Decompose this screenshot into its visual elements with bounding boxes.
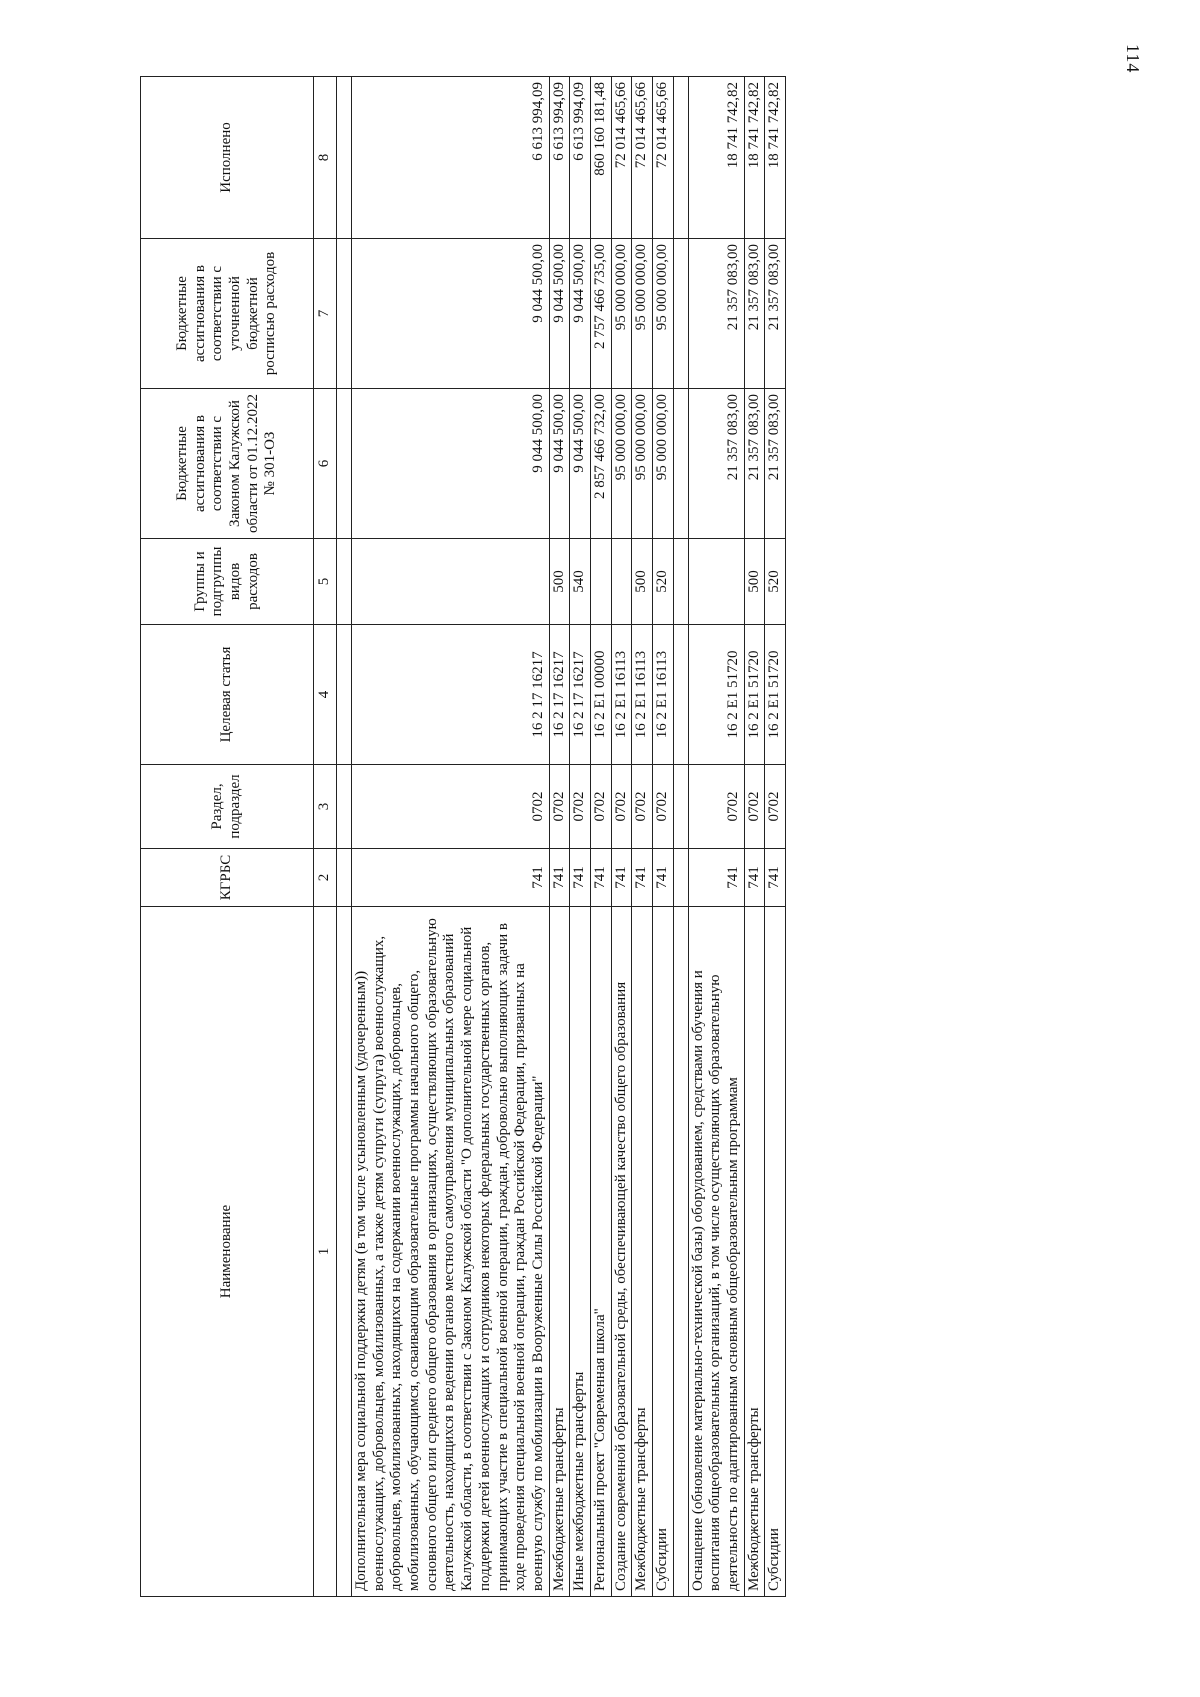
column-number: 1 — [314, 907, 337, 1597]
row-refined-allocation-cell: 21 357 083,00 — [744, 239, 765, 389]
header-section: Раздел, подраздел — [141, 765, 314, 849]
row-refined-allocation-cell: 95 000 000,00 — [632, 239, 653, 389]
row-executed-cell: 860 160 181,48 — [590, 77, 611, 239]
row-target-article-cell: 16 2 E1 51720 — [744, 625, 765, 765]
row-section-cell: 0702 — [744, 765, 765, 849]
row-executed-cell: 18 741 742,82 — [744, 77, 765, 239]
row-name-cell: Дополнительная мера социальной поддержки детям (в том числе усыновленным (удочеренным)) военнослужащих, добровольцев, мобилизованных, а также детям супруги (супруга) военнослужащих, добровольцев, мобилизованных, находящихся на содержании военнослужащих, добровольцев, мобилизованных, обучающимся, осваивающим образовательные программы начального общего, основного общего или среднего общего образования в организациях, осуществляющих образовательную деятельность, находящихся в ведении органов местного самоуправления муниципальных образований Калужской области, в соответствии с Законом Калужской области "О дополнительной мере социальной поддержки детей военнослужащих и сотрудников некоторых федеральных государственных органов, принимающих участие в специальной военной операции, граждан, добровольно выполняющих задачи в ходе проведения специальной военной операции, граждан Российской Федерации, призванных на военную службу по мобилизации в Вооруженные Силы Российской Федерации" — [352, 907, 550, 1597]
row-section-cell: 0702 — [590, 765, 611, 849]
header-name: Наименование — [141, 907, 314, 1597]
empty-cell — [337, 539, 352, 625]
column-number: 4 — [314, 625, 337, 765]
row-kgrbs-cell: 741 — [611, 849, 632, 907]
empty-cell — [673, 77, 688, 239]
row-expense-group-cell: 500 — [744, 539, 765, 625]
spacer-row — [673, 77, 688, 1597]
column-number: 3 — [314, 765, 337, 849]
empty-cell — [337, 389, 352, 539]
table-row — [352, 77, 550, 1597]
row-executed-cell: 18 741 742,82 — [688, 77, 744, 239]
empty-cell — [673, 849, 688, 907]
row-kgrbs-cell: 741 — [570, 849, 591, 907]
empty-cell — [337, 765, 352, 849]
empty-cell — [337, 849, 352, 907]
row-name-cell: Региональный проект "Современная школа" — [590, 907, 611, 1597]
row-refined-allocation-cell: 9 044 500,00 — [570, 239, 591, 389]
row-section-cell: 0702 — [653, 765, 674, 849]
row-expense-group-cell: 500 — [549, 539, 570, 625]
header-refined-allocations: Бюджетные ассигнования в соответствии с уточненной бюджетной росписью расходов — [141, 239, 314, 389]
row-section-cell: 0702 — [632, 765, 653, 849]
row-refined-allocation-cell: 95 000 000,00 — [653, 239, 674, 389]
row-executed-cell: 72 014 465,66 — [632, 77, 653, 239]
row-name-cell: Создание современной образовательной среды, обеспечивающей качество общего образования — [611, 907, 632, 1597]
row-executed-cell: 6 613 994,09 — [549, 77, 570, 239]
row-refined-allocation-cell: 21 357 083,00 — [688, 239, 744, 389]
header-target-article: Целевая статья — [141, 625, 314, 765]
row-kgrbs-cell: 741 — [653, 849, 674, 907]
row-name-cell: Субсидии — [765, 907, 786, 1597]
row-expense-group-cell — [590, 539, 611, 625]
row-executed-cell: 6 613 994,09 — [352, 77, 550, 239]
row-section-cell: 0702 — [611, 765, 632, 849]
row-executed-cell: 18 741 742,82 — [765, 77, 786, 239]
table-row — [611, 77, 632, 1597]
table-row — [632, 77, 653, 1597]
table-row — [570, 77, 591, 1597]
row-target-article-cell: 16 2 17 16217 — [352, 625, 550, 765]
row-name-cell: Иные межбюджетные трансферты — [570, 907, 591, 1597]
row-kgrbs-cell: 741 — [590, 849, 611, 907]
row-name-cell: Межбюджетные трансферты — [632, 907, 653, 1597]
column-number: 5 — [314, 539, 337, 625]
row-law-allocation-cell: 95 000 000,00 — [653, 389, 674, 539]
row-kgrbs-cell: 741 — [744, 849, 765, 907]
empty-cell — [673, 907, 688, 1597]
column-number-row — [314, 77, 337, 1597]
row-expense-group-cell: 540 — [570, 539, 591, 625]
empty-cell — [337, 907, 352, 1597]
header-executed: Исполнено — [141, 77, 314, 239]
row-expense-group-cell: 520 — [653, 539, 674, 625]
row-name-cell: Межбюджетные трансферты — [744, 907, 765, 1597]
table-row — [688, 77, 744, 1597]
row-target-article-cell: 16 2 E1 16113 — [653, 625, 674, 765]
row-refined-allocation-cell: 9 044 500,00 — [549, 239, 570, 389]
empty-cell — [673, 389, 688, 539]
row-section-cell: 0702 — [570, 765, 591, 849]
row-refined-allocation-cell: 2 757 466 735,00 — [590, 239, 611, 389]
budget-table-sheet — [140, 77, 1098, 1597]
empty-cell — [337, 77, 352, 239]
row-law-allocation-cell: 95 000 000,00 — [611, 389, 632, 539]
row-target-article-cell: 16 2 E1 16113 — [611, 625, 632, 765]
page-number: 114 — [1123, 44, 1143, 74]
row-law-allocation-cell: 2 857 466 732,00 — [590, 389, 611, 539]
row-kgrbs-cell: 741 — [765, 849, 786, 907]
header-kgrbs: КГРБС — [141, 849, 314, 907]
empty-cell — [337, 239, 352, 389]
row-target-article-cell: 16 2 E1 51720 — [765, 625, 786, 765]
row-kgrbs-cell: 741 — [632, 849, 653, 907]
row-refined-allocation-cell: 95 000 000,00 — [611, 239, 632, 389]
row-expense-group-cell: 520 — [765, 539, 786, 625]
empty-cell — [337, 625, 352, 765]
spacer-row — [337, 77, 352, 1597]
row-section-cell: 0702 — [549, 765, 570, 849]
row-law-allocation-cell: 21 357 083,00 — [744, 389, 765, 539]
column-number: 6 — [314, 389, 337, 539]
row-kgrbs-cell: 741 — [549, 849, 570, 907]
table-row — [549, 77, 570, 1597]
empty-cell — [673, 765, 688, 849]
empty-cell — [673, 239, 688, 389]
row-target-article-cell: 16 2 17 16217 — [549, 625, 570, 765]
header-law-allocations: Бюджетные ассигнования в соответствии с Законом Калужской области от 01.12.2022 № 301-ОЗ — [141, 389, 314, 539]
row-section-cell: 0702 — [765, 765, 786, 849]
row-expense-group-cell — [352, 539, 550, 625]
table-row — [744, 77, 765, 1597]
row-target-article-cell: 16 2 E1 16113 — [632, 625, 653, 765]
row-refined-allocation-cell: 9 044 500,00 — [352, 239, 550, 389]
row-section-cell: 0702 — [352, 765, 550, 849]
column-number: 8 — [314, 77, 337, 239]
row-name-cell: Межбюджетные трансферты — [549, 907, 570, 1597]
row-expense-group-cell — [688, 539, 744, 625]
table-header-row — [141, 77, 314, 1597]
row-expense-group-cell — [611, 539, 632, 625]
row-law-allocation-cell: 95 000 000,00 — [632, 389, 653, 539]
budget-execution-table — [140, 76, 786, 1597]
row-section-cell: 0702 — [688, 765, 744, 849]
row-target-article-cell: 16 2 E1 51720 — [688, 625, 744, 765]
row-expense-group-cell: 500 — [632, 539, 653, 625]
row-law-allocation-cell: 9 044 500,00 — [570, 389, 591, 539]
row-refined-allocation-cell: 21 357 083,00 — [765, 239, 786, 389]
row-name-cell: Оснащение (обновление материально-технической базы) оборудованием, средствами обучения и воспитания общеобразовательных организаций, в том числе осуществляющих образовательную деятельность по адаптированным основным общеобразовательным программам — [688, 907, 744, 1597]
row-target-article-cell: 16 2 17 16217 — [570, 625, 591, 765]
row-law-allocation-cell: 21 357 083,00 — [765, 389, 786, 539]
row-target-article-cell: 16 2 E1 00000 — [590, 625, 611, 765]
row-executed-cell: 72 014 465,66 — [653, 77, 674, 239]
row-kgrbs-cell: 741 — [688, 849, 744, 907]
empty-cell — [673, 539, 688, 625]
row-kgrbs-cell: 741 — [352, 849, 550, 907]
row-executed-cell: 6 613 994,09 — [570, 77, 591, 239]
empty-cell — [673, 625, 688, 765]
row-law-allocation-cell: 9 044 500,00 — [352, 389, 550, 539]
column-number: 7 — [314, 239, 337, 389]
header-expense-groups: Группы и подгруппы видов расходов — [141, 539, 314, 625]
row-name-cell: Субсидии — [653, 907, 674, 1597]
column-number: 2 — [314, 849, 337, 907]
table-row — [765, 77, 786, 1597]
row-law-allocation-cell: 9 044 500,00 — [549, 389, 570, 539]
row-executed-cell: 72 014 465,66 — [611, 77, 632, 239]
table-row — [653, 77, 674, 1597]
table-row — [590, 77, 611, 1597]
row-law-allocation-cell: 21 357 083,00 — [688, 389, 744, 539]
